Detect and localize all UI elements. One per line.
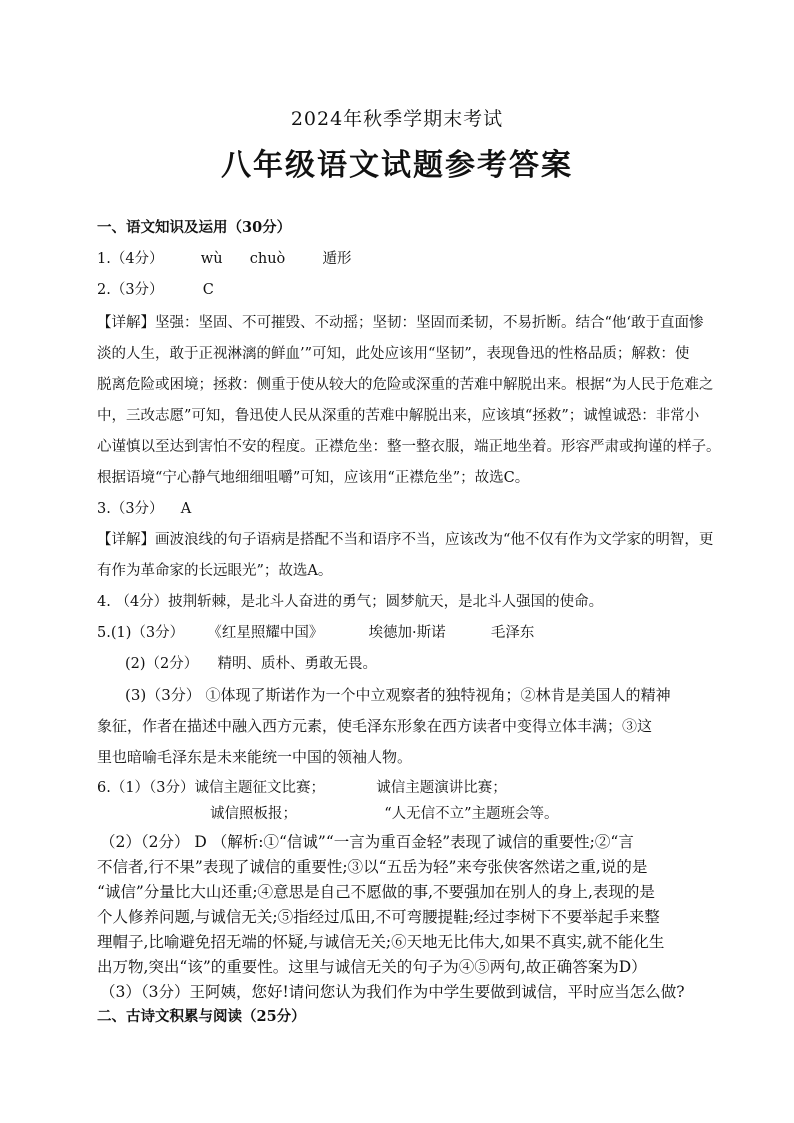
section1-heading: 一、语文知识及运用（30分） <box>97 219 292 236</box>
q6-part1-line <box>97 778 507 798</box>
q3-label: 3.（3分） <box>97 501 164 517</box>
q6-part2-line: 理帽子,比喻避免招无端的怀疑,与诚信无关;⑥天地无比伟大,如果不真实,就不能化生 <box>97 933 665 951</box>
q5-part3-line: 象征，作者在描述中融入西方元素，使毛泽东形象在西方读者中变得立体丰满；③这 <box>97 717 653 735</box>
q5-part2-answer: 精明、质朴、勇敢无畏。 <box>217 656 377 672</box>
q5-part2-line <box>125 654 377 674</box>
q6-part1-label: 6.（1）（3分）诚信主题征文比赛； <box>97 780 326 796</box>
q5-answer-book: 《红星照耀中国》 <box>207 625 324 641</box>
q5-part2-label: (2)（2分） <box>125 656 199 672</box>
q5-answer-author: 埃德加·斯诺 <box>368 625 446 641</box>
q6-part2-line: “诚信”分量比大山还重;④意思是自己不愿做的事,不要强加在别人的身上,表现的是 <box>97 883 655 901</box>
section2-heading: 二、古诗文积累与阅读（25分） <box>97 1008 306 1025</box>
q6-answer-board: 诚信照板报； <box>210 806 297 822</box>
q6-answer-speech: 诚信主题演讲比赛； <box>376 780 507 796</box>
q5-part1-label: 5.(1)（3分） <box>97 625 185 641</box>
q3-line <box>97 499 191 519</box>
q2-detail-line: 【详解】坚强：坚固、不可摧毁、不动摇；坚韧：坚固而柔韧，不易折断。结合“他‘敢于直面惨 <box>97 315 704 331</box>
q2-line <box>97 280 214 300</box>
q1-answer-1: wù <box>200 251 223 267</box>
q5-part3-line: 里也暗喻毛泽东是未来能统一中国的领袖人物。 <box>97 748 413 766</box>
q2-detail-line: 脱离危险或困境；拯救：侧重于使从较大的危险或深重的苦难中解脱出来。根据“为人民于危难之 <box>97 377 714 393</box>
q2-detail-line: 淡的人生，敢于正视淋漓的鲜血’”可知，此处应该用“坚韧”，表现鲁迅的性格品质；解救：使 <box>97 346 690 362</box>
q6-part2-line: 个人修养问题,与诚信无关;⑤指经过瓜田,不可弯腰提鞋;经过李树下不要举起手来整 <box>97 908 660 926</box>
q6-part2-line: 不信者,行不果”表现了诚信的重要性;③以“五岳为轻”来夸张侠客然诺之重,说的是 <box>97 858 648 876</box>
q1-label: 1.（4分） <box>97 251 164 267</box>
q3-answer: A <box>180 501 192 517</box>
term-title: 2024年秋季学期末考试 <box>290 108 504 130</box>
q2-answer: C <box>202 282 214 298</box>
q5-part1-line <box>97 623 534 643</box>
q3-detail-line: 【详解】画波浪线的句子语病是搭配不当和语序不当，应该改为“他不仅有作为文学家的明智，更 <box>97 532 714 548</box>
q2-detail-line: 中，三改志愿”可知，鲁迅使人民从深重的苦难中解脱出来，应该填“拯救”；诚惶诚恐：非常小 <box>97 408 700 424</box>
q6-part2-line: 出万物,突出“该”的重要性。这里与诚信无关的句子为④⑤两句,故正确答案为D） <box>97 958 647 976</box>
main-title: 八年级语文试题参考答案 <box>221 148 573 183</box>
q2-label: 2.（3分） <box>97 282 164 298</box>
q3-detail-line: 有作为革命家的长远眼光”；故选A。 <box>97 563 333 579</box>
q6-answer-meeting: “人无信不立”主题班会等。 <box>384 806 559 822</box>
q6-part3-line: （3）（3分）王阿姨，您好!请问您认为我们作为中学生要做到诚信，平时应当怎么做? <box>100 983 685 1001</box>
q5-part3-line: (3)（3分） ①体现了斯诺作为一个中立观察者的独特视角；②林肯是美国人的精神 <box>125 686 671 704</box>
q1-line <box>97 249 352 269</box>
q1-answer-3: 遁形 <box>322 251 352 267</box>
q6-part2-line: （2）（2分） D （解析:①“信诚”“一言为重百金轻”表现了诚信的重要性;②“言 <box>100 833 634 851</box>
q5-answer-person: 毛泽东 <box>490 625 535 641</box>
q6-part1-line2 <box>210 804 559 824</box>
q2-detail-line: 根据语境“宁心静气地细细咀嚼”可知，应该用“正襟危坐”；故选C。 <box>97 470 530 486</box>
q2-detail-line: 心谨慎以至达到害怕不安的程度。正襟危坐：整一整衣服，端正地坐着。形容严肃或拘谨的样子。 <box>97 439 721 455</box>
q1-answer-2: chuò <box>249 251 286 267</box>
q4-line: 4. （4分）披荆斩棘，是北斗人奋进的勇气；圆梦航天，是北斗人强国的使命。 <box>97 594 604 610</box>
